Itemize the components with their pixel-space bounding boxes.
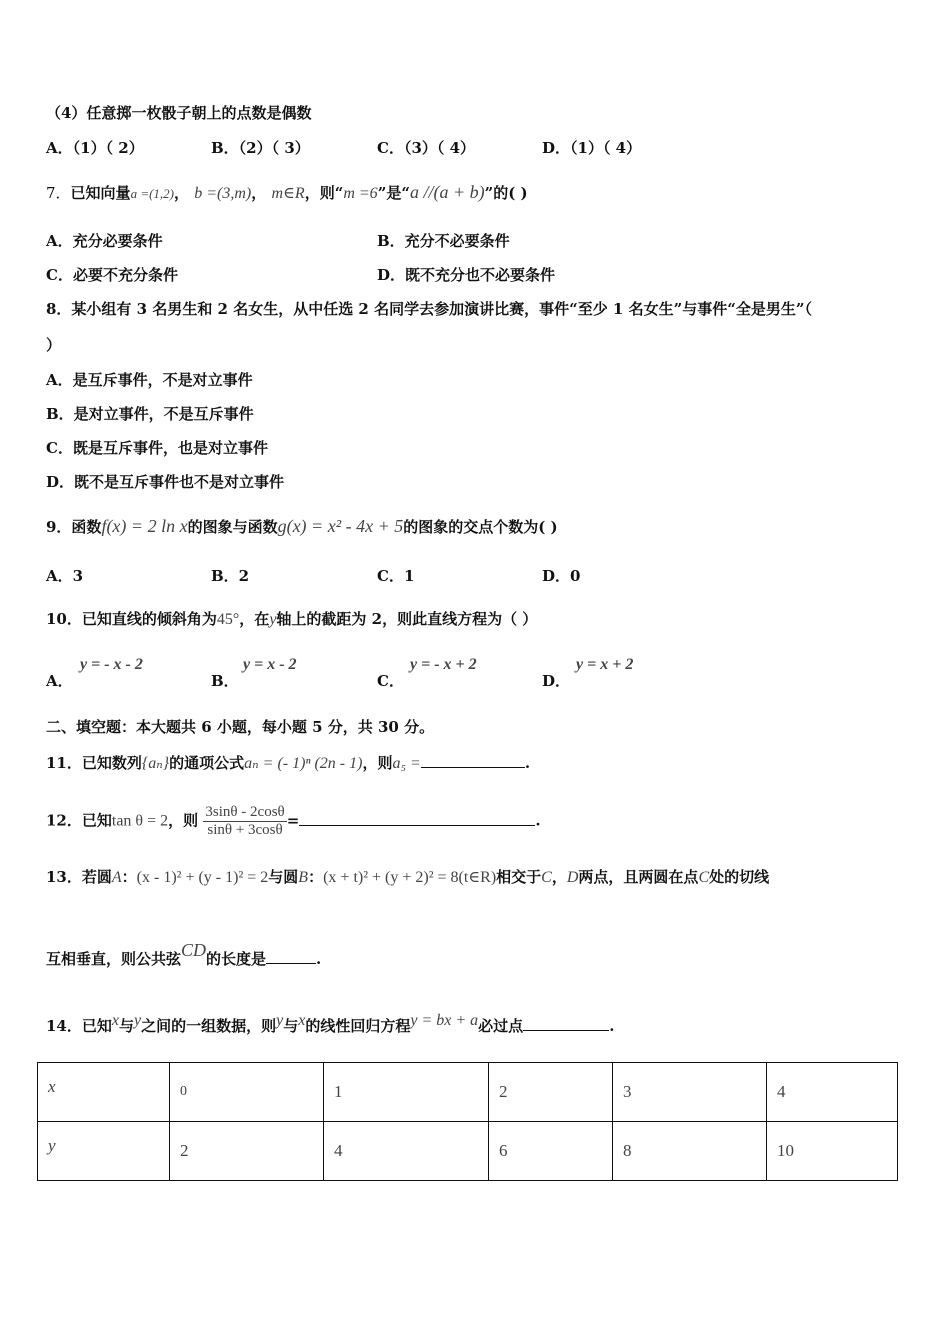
q8-option-d: D．既不是互斥事件也不是对立事件 (46, 473, 285, 491)
q12-answer-blank[interactable] (299, 811, 535, 826)
q14-text-1: 与 (118, 1017, 134, 1035)
q13-circle-b-equation: (x + t)² + (y + 2)² = 8(t∈R) (323, 869, 497, 886)
q6-item-4: （4）任意掷一枚骰子朝上的点数是偶数 (46, 104, 312, 122)
q7-vector-b: b =(3,m) (194, 185, 252, 202)
q11-number: 11．已知数列 (46, 754, 142, 772)
q7-option-d: D．既不充分也不必要条件 (377, 266, 556, 284)
q13-line2-text-1: 互相垂直，则公共弦 (46, 950, 182, 968)
q10-stem (46, 608, 537, 629)
q12-stem (46, 804, 541, 839)
q14-text-6: . (609, 1017, 615, 1035)
q9-stem (46, 516, 558, 537)
q9-number: 9．函数 (46, 518, 102, 536)
table-cell: 2 (170, 1122, 324, 1181)
q12-number: 12．已知 (46, 811, 112, 830)
q9-text-2: 的图象的交点个数为( ) (403, 518, 558, 536)
q11-text-2: ，则 (362, 754, 393, 772)
q12-text-3: . (535, 811, 541, 830)
q12-equals: = (286, 811, 300, 830)
table-cell: 2 (489, 1063, 613, 1122)
section-2-title: 二、填空题：本大题共 6 小题，每小题 5 分，共 30 分。 (46, 718, 435, 736)
q13-answer-blank[interactable] (266, 949, 316, 964)
q13-circle-b-label: B (298, 869, 309, 886)
q13-point-d: D (566, 869, 579, 886)
table-row-y (38, 1122, 898, 1181)
q13-text-4: 相交于 (496, 868, 542, 886)
table-cell: 4 (324, 1122, 489, 1181)
q14-regression-equation: y = bx + a (410, 1012, 479, 1029)
q7-option-c: C．必要不充分条件 (46, 266, 178, 284)
q7-text-4: ，则“ (304, 184, 344, 202)
q7-vector-a: a =(1,2) (130, 186, 174, 201)
q10-option-c-letter: C． (377, 672, 404, 690)
q12-fraction-denominator: sinθ + 3cosθ (207, 822, 283, 838)
q11-answer-blank[interactable] (421, 753, 525, 768)
q6-option-a: A．（1）（ 2） (46, 139, 144, 157)
q14-text-3: 与 (283, 1017, 299, 1035)
q13-line2-text-2: 的长度是 (206, 950, 267, 968)
q8-option-b: B．是对立事件，不是互斥事件 (46, 405, 254, 423)
q13-point-c: C (541, 869, 552, 886)
q12-fraction-numerator: 3sinθ - 2cosθ (205, 804, 285, 820)
q13-circle-a-label: A (111, 869, 122, 886)
q13-circle-a-equation: (x - 1)² + (y - 1)² = 2 (136, 869, 269, 886)
q9-option-a: A．3 (46, 567, 84, 585)
q10-y-axis: y (269, 611, 277, 628)
q14-var-y: y (134, 1012, 142, 1029)
q13-number: 13．若圆 (46, 868, 112, 886)
q14-text-2: 之间的一组数据，则 (141, 1017, 277, 1035)
q7-m-in-r: m∈R (271, 185, 305, 202)
q13-text-2: 与圆 (268, 868, 299, 886)
q12-text-1: ，则 (168, 811, 199, 830)
q6-option-c: C．（3）（ 4） (377, 139, 476, 157)
q12-fraction (203, 804, 286, 839)
q13-text-6: 两点，且两圆在点 (578, 868, 699, 886)
table-cell: 0 (170, 1063, 324, 1122)
table-cell: 10 (767, 1122, 898, 1181)
table-row-x (38, 1063, 898, 1122)
table-cell-x-header: x (38, 1063, 170, 1122)
q8-option-a: A．是互斥事件，不是对立事件 (46, 371, 253, 389)
q9-text-1: 的图象与函数 (187, 518, 278, 536)
table-cell: 3 (613, 1063, 767, 1122)
q9-option-b: B．2 (211, 567, 250, 585)
q11-a5: a₅ = (392, 755, 421, 772)
q13-point-c-2: C (698, 869, 710, 886)
q13-chord-cd: CD (181, 940, 207, 960)
q14-var-x: x (111, 1012, 119, 1029)
q13-line2-text-3: . (316, 950, 322, 968)
q7-number: 7． (46, 184, 71, 202)
q10-option-b-letter: B． (211, 672, 239, 690)
q9-function-f: f(x) = 2 ln x (101, 516, 188, 536)
q14-var-x-2: x (298, 1012, 306, 1029)
table-cell: 8 (613, 1122, 767, 1181)
q10-option-c-equation: y = - x + 2 (410, 656, 477, 673)
q7-parallel-condition: a //(a + b) (409, 182, 485, 202)
q11-text-3: . (524, 754, 531, 772)
q7-option-b: B．充分不必要条件 (377, 232, 510, 250)
q11-stem (46, 752, 530, 773)
q13-text-3: ： (308, 868, 324, 886)
q10-angle: 45° (216, 611, 240, 628)
q10-option-a-equation: y = - x - 2 (80, 656, 143, 673)
q6-option-b: B．（2）（ 3） (211, 139, 310, 157)
q7-text-6: ”的( ) (484, 184, 528, 202)
q8-stem-line-2: ） (46, 336, 62, 354)
table-cell: 6 (489, 1122, 613, 1181)
q14-answer-blank[interactable] (523, 1016, 609, 1031)
q10-text-1: ，在 (239, 610, 270, 628)
q7-option-a: A．充分必要条件 (46, 232, 163, 250)
q10-option-d-equation: y = x + 2 (576, 656, 634, 673)
q9-function-g: g(x) = x² - 4x + 5 (277, 516, 404, 536)
q7-text-3: ， (251, 184, 267, 202)
q7-m-eq-6: m =6 (343, 185, 378, 202)
q10-option-b-equation: y = x - 2 (243, 656, 297, 673)
q8-option-c: C．既是互斥事件，也是对立事件 (46, 439, 268, 457)
q14-data-table (37, 1062, 898, 1181)
q13-text-5: ， (551, 868, 567, 886)
q12-tan-value: tan θ = 2 (111, 812, 169, 830)
q7-text-1: 已知向量 (70, 184, 131, 202)
table-cell-y-header: y (38, 1122, 170, 1181)
q13-text-1: ： (121, 868, 137, 886)
q10-option-a-letter: A． (46, 672, 73, 690)
q14-var-y-2: y (276, 1012, 284, 1029)
q10-text-2: 轴上的截距为 2，则此直线方程为（ ） (276, 610, 538, 628)
q6-option-d: D．（1）（ 4） (542, 139, 642, 157)
q11-general-term: aₙ = (- 1)ⁿ (2n - 1) (244, 755, 363, 772)
q8-stem-line-1: 8．某小组有 3 名男生和 2 名女生，从中任选 2 名同学去参加演讲比赛，事件“至少 1 名女生”与事件“全是男生”（ (46, 300, 812, 318)
q7-stem (46, 182, 528, 203)
q13-stem-line-2 (46, 940, 321, 969)
q11-sequence: {aₙ} (141, 755, 170, 772)
q7-text-2: ， (174, 184, 190, 202)
table-cell: 4 (767, 1063, 898, 1122)
q14-text-5: 必过点 (478, 1017, 524, 1035)
q14-text-4: 的线性回归方程 (305, 1017, 411, 1035)
q14-stem (46, 1012, 614, 1036)
q9-option-c: C．1 (377, 567, 415, 585)
q14-number: 14．已知 (46, 1017, 112, 1035)
q13-text-7: 处的切线 (709, 868, 770, 886)
table-cell: 1 (324, 1063, 489, 1122)
q10-number: 10．已知直线的倾斜角为 (46, 610, 217, 628)
q10-option-d-letter: D． (542, 672, 571, 690)
q11-text-1: 的通项公式 (169, 754, 245, 772)
q9-option-d: D．0 (542, 567, 581, 585)
q7-text-5: ”是“ (377, 184, 410, 202)
q13-stem-line-1 (46, 866, 769, 887)
